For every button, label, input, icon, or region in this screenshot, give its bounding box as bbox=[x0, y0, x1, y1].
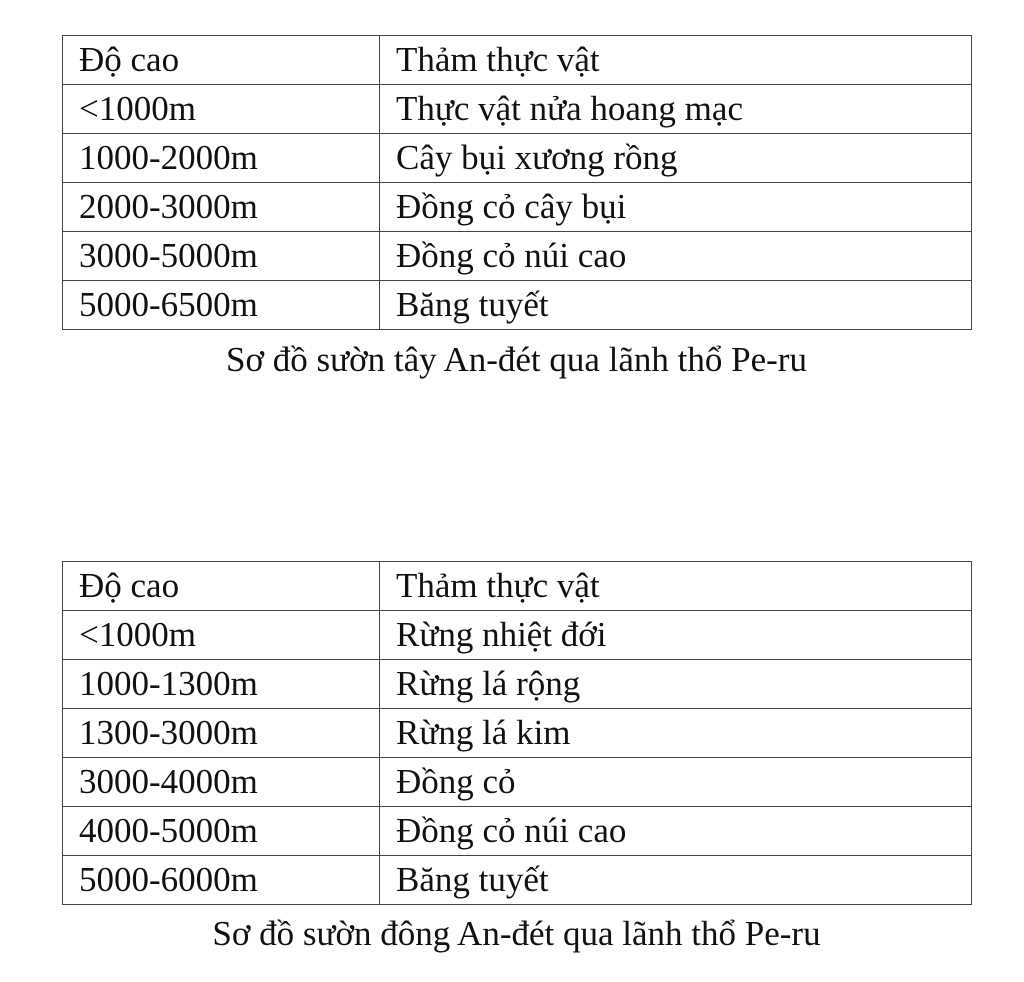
vegetation-cell: Cây bụi xương rồng bbox=[380, 134, 972, 183]
vegetation-cell: Rừng nhiệt đới bbox=[380, 611, 972, 660]
table-row bbox=[63, 281, 972, 330]
altitude-cell: 1000-2000m bbox=[63, 134, 380, 183]
altitude-cell: 4000-5000m bbox=[63, 807, 380, 856]
header-vegetation: Thảm thực vật bbox=[380, 562, 972, 611]
table-row bbox=[63, 232, 972, 281]
table-header-row bbox=[63, 36, 972, 85]
table-row bbox=[63, 611, 972, 660]
table-row bbox=[63, 807, 972, 856]
vegetation-cell: Thực vật nửa hoang mạc bbox=[380, 85, 972, 134]
altitude-cell: <1000m bbox=[63, 85, 380, 134]
vegetation-cell: Đồng cỏ núi cao bbox=[380, 807, 972, 856]
vegetation-cell: Đồng cỏ bbox=[380, 758, 972, 807]
vegetation-cell: Băng tuyết bbox=[380, 281, 972, 330]
header-altitude: Độ cao bbox=[63, 562, 380, 611]
table-row bbox=[63, 134, 972, 183]
vegetation-cell: Rừng lá rộng bbox=[380, 660, 972, 709]
table-row bbox=[63, 856, 972, 905]
altitude-cell: 3000-5000m bbox=[63, 232, 380, 281]
west-slope-caption: Sơ đồ sườn tây An-đét qua lãnh thổ Pe-ru bbox=[226, 340, 807, 379]
table-row bbox=[63, 183, 972, 232]
altitude-cell: <1000m bbox=[63, 611, 380, 660]
vegetation-cell: Rừng lá kim bbox=[380, 709, 972, 758]
table-row bbox=[63, 709, 972, 758]
table-row bbox=[63, 758, 972, 807]
vegetation-cell: Đồng cỏ cây bụi bbox=[380, 183, 972, 232]
table-header-row bbox=[63, 562, 972, 611]
altitude-cell: 3000-4000m bbox=[63, 758, 380, 807]
vegetation-cell: Băng tuyết bbox=[380, 856, 972, 905]
altitude-cell: 5000-6000m bbox=[63, 856, 380, 905]
west-slope-table bbox=[62, 35, 972, 330]
header-vegetation: Thảm thực vật bbox=[380, 36, 972, 85]
table-row bbox=[63, 85, 972, 134]
altitude-cell: 1300-3000m bbox=[63, 709, 380, 758]
east-slope-table bbox=[62, 561, 972, 905]
table-row bbox=[63, 660, 972, 709]
header-altitude: Độ cao bbox=[63, 36, 380, 85]
altitude-cell: 5000-6500m bbox=[63, 281, 380, 330]
altitude-cell: 1000-1300m bbox=[63, 660, 380, 709]
altitude-cell: 2000-3000m bbox=[63, 183, 380, 232]
vegetation-cell: Đồng cỏ núi cao bbox=[380, 232, 972, 281]
east-slope-caption: Sơ đồ sườn đông An-đét qua lãnh thổ Pe-ru bbox=[212, 914, 821, 953]
